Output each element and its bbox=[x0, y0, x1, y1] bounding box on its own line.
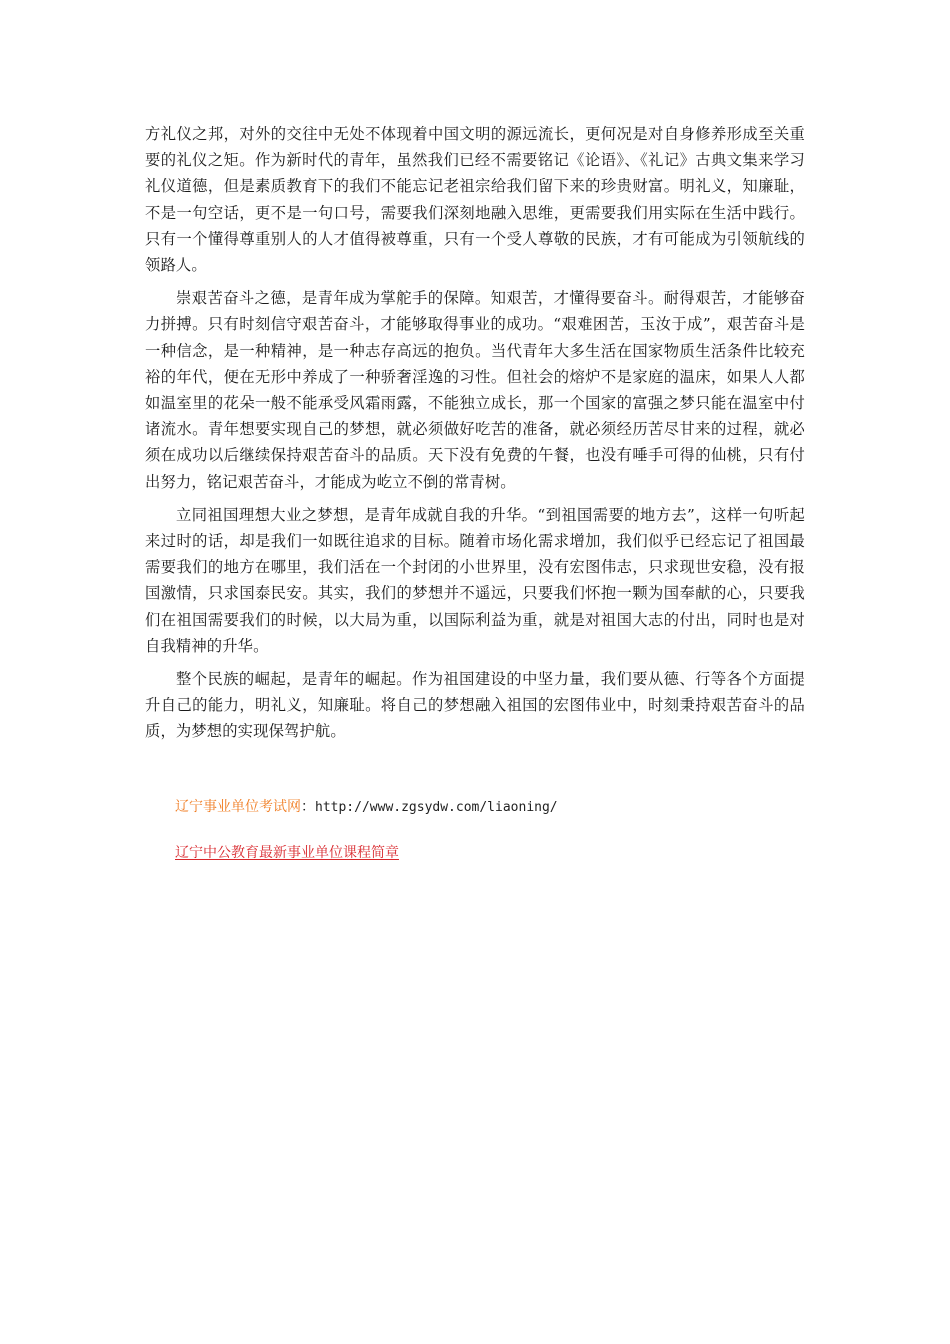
footer-links bbox=[175, 796, 795, 864]
separator: ： bbox=[301, 799, 315, 815]
course-reference bbox=[175, 842, 795, 864]
paragraph-2: 崇艰苦奋斗之德，是青年成为掌舵手的保障。知艰苦，才懂得要奋斗。耐得艰苦，才能够奋力拼搏。只有时刻信守艰苦奋斗，才能够取得事业的成功。“艰难困苦，玉汝于成”，艰苦奋斗是一种信念，是一种精神，是一种志存高远的抱负。当代青年大多生活在国家物质生活条件比较充裕的年代，便在无形中养成了一种骄奢淫逸的习性。但社会的熔炉不是家庭的温床，如果人人都如温室里的花朵一般不能承受风霜雨露，不能独立成长，那一个国家的富强之梦只能在温室中付诸流水。青年想要实现自己的梦想，就必须做好吃苦的准备，就必须经历苦尽甘来的过程，就必须在成功以后继续保持艰苦奋斗的品质。天下没有免费的午餐，也没有唾手可得的仙桃，只有付出努力，铭记艰苦奋斗，才能成为屹立不倒的常青树。 bbox=[145, 289, 805, 491]
course-link[interactable]: 辽宁中公教育最新事业单位课程简章 bbox=[175, 845, 399, 861]
site-reference bbox=[175, 796, 795, 819]
paragraph-4: 整个民族的崛起，是青年的崛起。作为祖国建设的中坚力量，我们要从德、行等各个方面提升自己的能力，明礼义，知廉耻。将自己的梦想融入祖国的宏图伟业中，时刻秉持艰苦奋斗的品质，为梦想的实现保驾护航。 bbox=[145, 670, 805, 741]
paragraph-3: 立同祖国理想大业之梦想，是青年成就自我的升华。“到祖国需要的地方去”，这样一句听起来过时的话，却是我们一如既往追求的目标。随着市场化需求增加，我们似乎已经忘记了祖国最需要我们的地方在哪里，我们活在一个封闭的小世界里，没有宏图伟志，只求现世安稳，没有报国激情，只求国泰民安。其实，我们的梦想并不遥远，只要我们怀抱一颗为国奉献的心，只要我们在祖国需要我们的时候，以大局为重，以国际利益为重，就是对祖国大志的付出，同时也是对自我精神的升华。 bbox=[145, 505, 805, 655]
document-body bbox=[145, 121, 805, 745]
site-url-link[interactable]: http://www.zgsydw.com/liaoning/ bbox=[315, 800, 558, 815]
paragraph-1: 方礼仪之邦，对外的交往中无处不体现着中国文明的源远流长，更何况是对自身修养形成至关重要的礼仪之矩。作为新时代的青年，虽然我们已经不需要铭记《论语》、《礼记》古典文集来学习礼仪道德，但是素质教育下的我们不能忘记老祖宗给我们留下来的珍贵财富。明礼义，知廉耻，不是一句空话，更不是一句口号，需要我们深刻地融入思维，更需要我们用实际在生活中践行。只有一个懂得尊重别人的人才值得被尊重，只有一个受人尊敬的民族，才有可能成为引领航线的领路人。 bbox=[145, 125, 805, 275]
site-label: 辽宁事业单位考试网 bbox=[175, 799, 301, 815]
